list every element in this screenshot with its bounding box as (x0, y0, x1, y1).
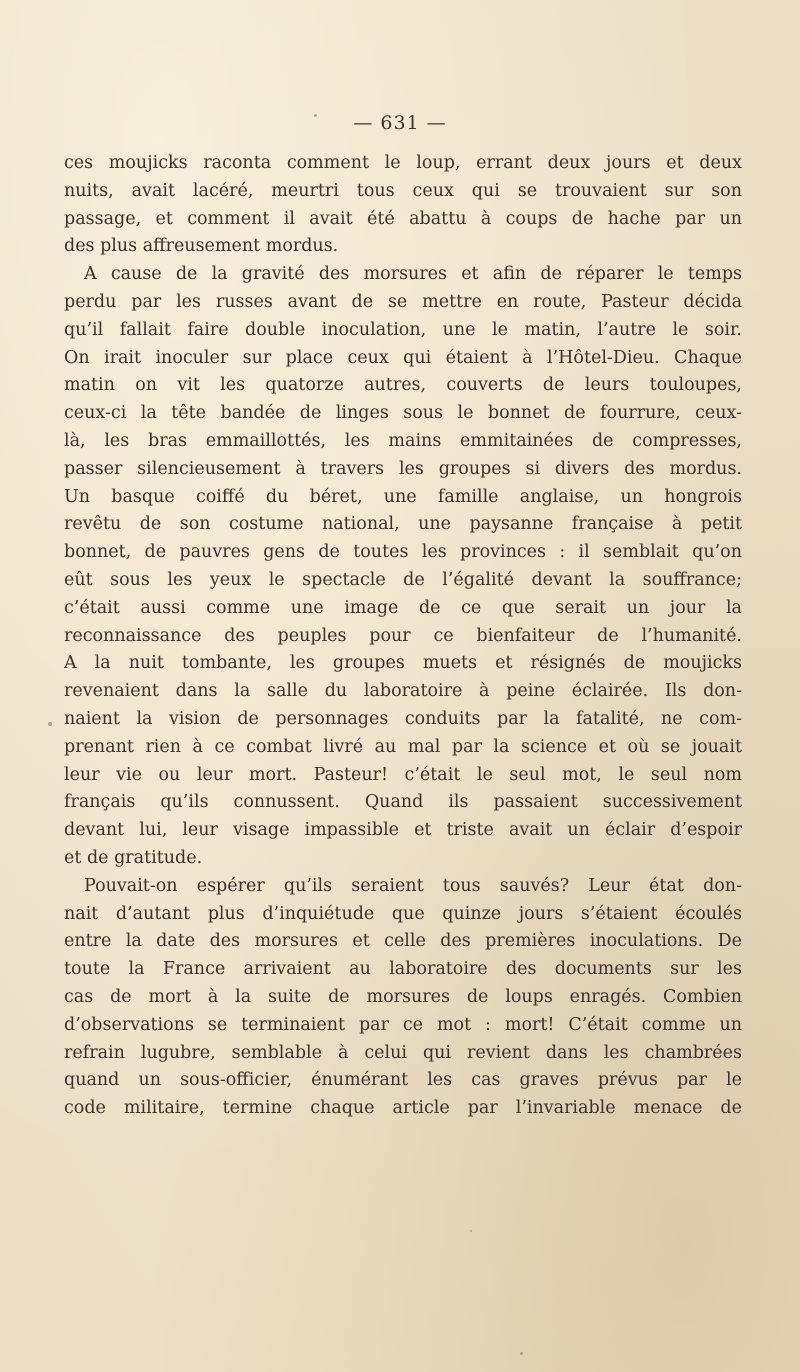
text-line: revenaient dans la salle du laboratoire à peine éclairée. Ils don- (64, 681, 742, 702)
text-line: c’était aussi comme une image de ce que serait un jour la (64, 597, 742, 618)
page-number: — 631 — (353, 112, 447, 134)
text-line: français qu’ils connussent. Quand ils passaient successivement (64, 792, 742, 813)
text-line: code militaire, termine chaque article par l’invariable menace de (64, 1098, 742, 1119)
text-line: revêtu de son costume national, une paysanne française à petit (64, 514, 742, 535)
paper-speck (48, 722, 52, 726)
paper-speck (470, 1230, 472, 1232)
paper-speck (520, 1352, 523, 1355)
text-line: eût sous les yeux le spectacle de l’égalité devant la souffrance; (64, 569, 742, 590)
text-line: et de gratitude. (64, 847, 203, 868)
text-line: nuits, avait lacéré, meurtri tous ceux qui se trouvaient sur son (64, 180, 742, 201)
paper-speck (314, 114, 317, 117)
text-line: d’observations se terminaient par ce mot : mort! C’était comme un (64, 1014, 742, 1035)
text-line: nait d’autant plus d’inquiétude que quinze jours s’étaient écoulés (64, 903, 742, 924)
text-line: qu’il fallait faire double inoculation, une le matin, l’autre le soir. (64, 319, 742, 340)
text-line: On irait inoculer sur place ceux qui étaient à l’Hôtel-Dieu. Chaque (64, 347, 742, 368)
text-line: naient la vision de personnages conduits par la fatalité, ne com- (64, 708, 742, 729)
text-line: devant lui, leur visage impassible et triste avait un éclair d’espoir (64, 820, 742, 841)
text-line: entre la date des morsures et celle des premières inoculations. De (64, 931, 742, 952)
text-line: des plus affreusement mordus. (64, 236, 339, 257)
text-line: toute la France arrivaient au laboratoire des documents sur les (64, 959, 742, 980)
text-line: matin on vit les quatorze autres, couverts de leurs touloupes, (64, 375, 742, 396)
text-line: prenant rien à ce combat livré au mal par la science et où se jouait (64, 736, 742, 757)
text-line: Pouvait-on espérer qu’ils seraient tous sauvés? Leur état don- (84, 875, 742, 896)
text-line: A la nuit tombante, les groupes muets et résignés de moujicks (64, 653, 742, 674)
text-line: passage, et comment il avait été abattu à coups de hache par un (64, 208, 742, 229)
text-line: passer silencieusement à travers les groupes si divers des mordus. (64, 458, 742, 479)
text-line: A cause de la gravité des morsures et afin de réparer le temps (84, 264, 742, 285)
text-line: bonnet, de pauvres gens de toutes les provinces : il semblait qu’on (64, 542, 742, 563)
text-line: ces moujicks raconta comment le loup, errant deux jours et deux (64, 153, 742, 173)
body-text (64, 150, 742, 1123)
text-line: leur vie ou leur mort. Pasteur! c’était le seul mot, le seul nom (64, 764, 742, 785)
text-line: refrain lugubre, semblable à celui qui revient dans les chambrées (64, 1042, 742, 1063)
text-line: Un basque coiffé du béret, une famille anglaise, un hongrois (64, 486, 742, 507)
text-line: là, les bras emmaillottés, les mains emmitainées de compresses, (64, 430, 742, 451)
text-line: quand un sous-officier, énumérant les cas graves prévus par le (64, 1070, 742, 1091)
text-line: perdu par les russes avant de se mettre en route, Pasteur décida (64, 291, 742, 312)
text-line: reconnaissance des peuples pour ce bienfaiteur de l’humanité. (64, 625, 742, 646)
text-line: cas de mort à la suite de morsures de loups enragés. Combien (64, 986, 742, 1007)
text-line: ceux-ci la tête bandée de linges sous le bonnet de fourrure, ceux- (64, 403, 742, 424)
